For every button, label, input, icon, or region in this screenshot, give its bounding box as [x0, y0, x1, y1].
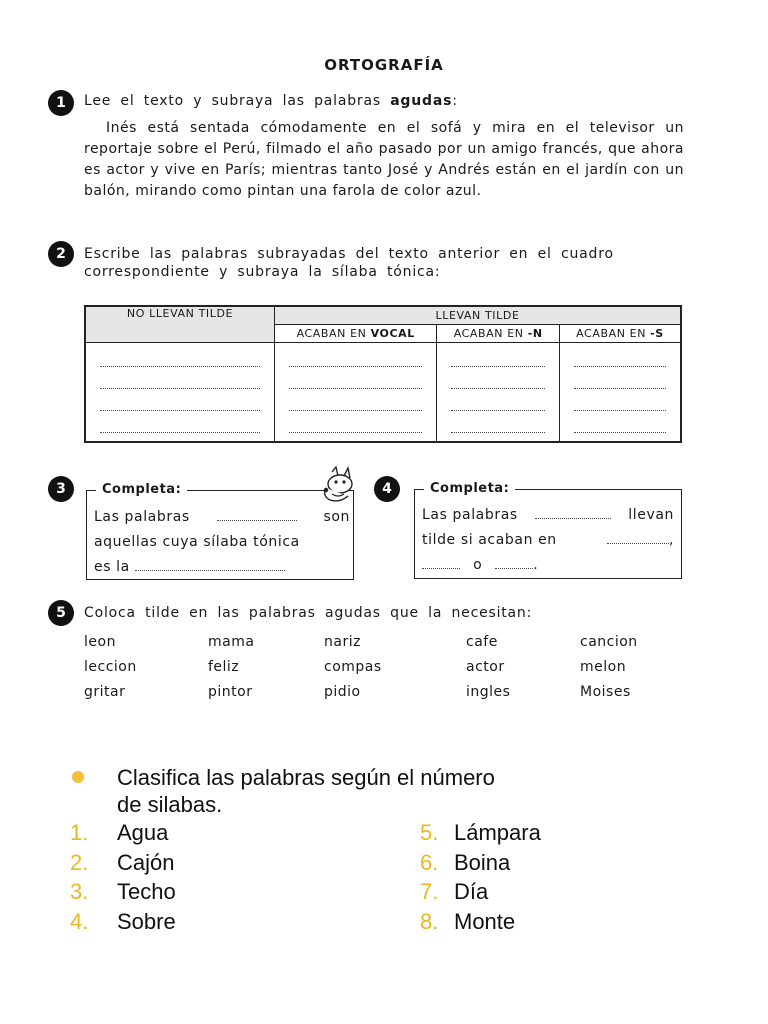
word-item: leccion — [84, 659, 137, 675]
sub-header-bold: -S — [650, 326, 664, 340]
instruction-line-2: correspondiente y subraya la sílaba tónica: — [84, 264, 441, 280]
heading-line-1: Clasifica las palabras según el número — [117, 765, 495, 790]
answer-line[interactable] — [289, 411, 422, 433]
list-item — [70, 818, 176, 848]
word-item: melon — [580, 659, 627, 675]
text-fragment: es la — [94, 559, 130, 575]
answer-cell-no-tilde[interactable] — [85, 342, 275, 442]
text-fragment: . — [533, 557, 539, 573]
exercise-2-instruction — [84, 245, 684, 281]
answer-line[interactable] — [451, 367, 545, 389]
answer-cell-s[interactable] — [559, 342, 681, 442]
list-item — [70, 907, 176, 937]
blank-field[interactable] — [422, 556, 460, 569]
reading-paragraph: Inés está sentada cómodamente en el sofá y mira en el televisor un reportaje sobre el Perú, filmado el año pasado por un amigo francés, que ahora es actor y vive en París; mientras tanto José y Andrés están en el jardín con un balón, mirando como pintan una farola de color azul. — [84, 120, 684, 199]
list-item — [420, 818, 541, 848]
clasifica-heading — [117, 764, 495, 818]
bullet-icon — [72, 771, 84, 783]
sub-header-prefix: ACABAN EN — [296, 326, 371, 340]
text-fragment: o — [473, 557, 483, 573]
answer-cell-n[interactable] — [437, 342, 560, 442]
list-item — [70, 848, 176, 878]
word-item: ingles — [466, 684, 511, 700]
answer-line[interactable] — [574, 389, 666, 411]
answer-line[interactable] — [574, 411, 666, 433]
exercise-3-text — [94, 505, 350, 580]
exercise-3-title: Completa: — [96, 482, 187, 497]
exercise-5-number: 5 — [48, 600, 74, 626]
word-item: mama — [208, 634, 255, 650]
word-item: nariz — [324, 634, 361, 650]
instruction-bold: agudas — [390, 93, 453, 109]
word-item: leon — [84, 634, 116, 650]
list-number: 2. — [70, 849, 89, 875]
text-fragment: llevan — [628, 507, 674, 523]
answer-line[interactable] — [574, 367, 666, 389]
exercise-4-number: 4 — [374, 476, 400, 502]
list-item — [420, 877, 541, 907]
list-word: Sobre — [117, 908, 176, 934]
header-no-llevan-tilde: NO LLEVAN TILDE — [85, 306, 275, 342]
answer-line[interactable] — [100, 345, 260, 367]
answer-line[interactable] — [289, 389, 422, 411]
list-number: 1. — [70, 820, 89, 845]
list-item — [420, 907, 541, 937]
exercise-2-number: 2 — [48, 241, 74, 267]
answer-line[interactable] — [289, 367, 422, 389]
header-llevan-tilde: LLEVAN TILDE — [275, 306, 682, 324]
instruction-suffix: : — [452, 93, 458, 109]
exercise-3-number: 3 — [48, 476, 74, 502]
classification-table — [84, 305, 682, 443]
word-item: Moises — [580, 684, 631, 700]
instruction-line-1: Escribe las palabras subrayadas del texto anterior en el cuadro — [84, 246, 614, 262]
list-number: 4. — [70, 908, 89, 934]
exercise-1-number: 1 — [48, 90, 74, 116]
cartoon-dog-icon — [318, 466, 360, 506]
text-fragment: Las palabras — [422, 507, 518, 523]
answer-line[interactable] — [574, 345, 666, 367]
answer-line[interactable] — [451, 389, 545, 411]
sub-header-bold: -N — [527, 326, 543, 340]
header-acaban-n — [437, 324, 560, 342]
header-acaban-vocal — [275, 324, 437, 342]
word-item: gritar — [84, 684, 126, 700]
list-word: Agua — [117, 820, 169, 845]
sub-header-bold: VOCAL — [370, 326, 415, 340]
answer-line[interactable] — [289, 345, 422, 367]
exercise-4-title: Completa: — [424, 481, 515, 496]
list-word: Techo — [117, 879, 176, 904]
list-word: Lámpara — [454, 820, 541, 845]
list-item — [70, 877, 176, 907]
page-title: ORTOGRAFÍA — [324, 56, 444, 74]
word-item: actor — [466, 659, 505, 675]
text-fragment: tilde si acaban en — [422, 532, 557, 548]
instruction-text: Lee el texto y subraya las palabras — [84, 93, 391, 109]
list-word: Día — [454, 879, 489, 904]
answer-line[interactable] — [100, 411, 260, 433]
word-item: cafe — [466, 634, 498, 650]
answer-line[interactable] — [100, 367, 260, 389]
list-word: Monte — [454, 908, 516, 934]
list-number: 6. — [420, 849, 439, 875]
answer-line[interactable] — [100, 389, 260, 411]
text-fragment: , — [668, 532, 674, 548]
header-acaban-s — [559, 324, 681, 342]
text-fragment: Las palabras — [94, 509, 190, 525]
word-list-left — [70, 818, 176, 936]
word-item: pintor — [208, 684, 253, 700]
blank-field[interactable] — [607, 531, 669, 544]
list-item — [420, 848, 541, 878]
answer-line[interactable] — [451, 411, 545, 433]
blank-field[interactable] — [535, 506, 611, 519]
exercise-4-text — [422, 503, 674, 578]
word-item: compas — [324, 659, 382, 675]
text-line: aquellas cuya sílaba tónica — [94, 534, 300, 550]
word-item: feliz — [208, 659, 240, 675]
answer-line[interactable] — [451, 345, 545, 367]
word-list-right — [420, 818, 541, 936]
list-word: Boina — [454, 849, 511, 875]
heading-line-2: de silabas. — [117, 792, 223, 817]
text-fragment: son — [323, 509, 350, 525]
exercise-1-instruction — [84, 93, 458, 109]
sub-header-prefix: ACABAN EN — [576, 326, 651, 340]
exercise-5-instruction: Coloca tilde en las palabras agudas que la necesitan: — [84, 605, 533, 621]
list-number: 5. — [420, 820, 439, 845]
word-item: pidio — [324, 684, 361, 700]
word-item: cancion — [580, 634, 638, 650]
list-number: 7. — [420, 879, 439, 904]
sub-header-prefix: ACABAN EN — [453, 326, 528, 340]
answer-cell-vocal[interactable] — [275, 342, 437, 442]
blank-field[interactable] — [495, 556, 533, 569]
blank-field[interactable] — [135, 558, 285, 571]
list-word: Cajón — [117, 849, 175, 875]
blank-field[interactable] — [217, 508, 297, 521]
list-number: 3. — [70, 879, 89, 904]
list-number: 8. — [420, 908, 439, 934]
